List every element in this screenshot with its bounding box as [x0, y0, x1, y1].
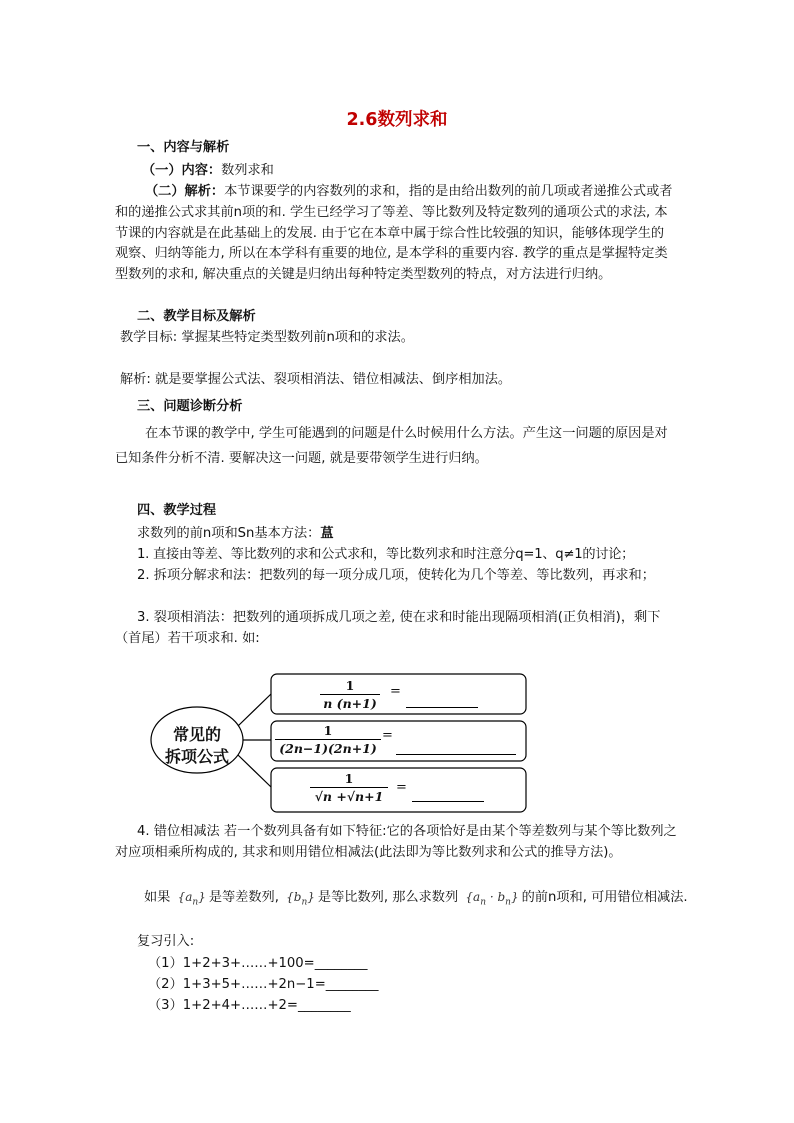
fraction-1-denominator: n (n+1)	[323, 696, 377, 711]
if-word: 如果	[144, 890, 171, 905]
diagram-center-label	[150, 724, 244, 768]
page-title: 2.6数列求和	[346, 110, 448, 130]
sequence-a: $\{a_n\}$	[177, 890, 206, 908]
method-tail: 的前n项和, 可用错位相减法.	[521, 890, 688, 905]
equals-3: =	[396, 780, 407, 795]
review-label: 复习引入:	[137, 934, 195, 949]
misalignment-condition	[144, 887, 688, 912]
method-1: 1. 直接由等差、等比数列的求和公式求和，等比数列求和时注意分q=1、q≠1的讨论；	[137, 547, 635, 562]
section-heading-goals: 二、教学目标及解析	[137, 309, 256, 324]
fraction-1-numerator: 1	[345, 678, 355, 693]
equals-1: =	[390, 684, 401, 699]
method-3: 3. 裂项相消法：把数列的通项拆成几项之差, 使在求和时能出现隔项相消(正负相消)，剩下（首尾）若干项求和. 如:	[115, 610, 661, 646]
content-text: 数列求和	[221, 163, 274, 178]
split-term-diagram	[150, 670, 530, 820]
method-4: 4. 错位相减法 若一个数列具备有如下特征:它的各项恰好是由某个等差数列与某个等比数列之对应项相乘所构成的, 其求和则用错位相减法(此法即为等比数列求和公式的推导方法)。	[115, 824, 677, 860]
analysis-text: 本节课要学的内容数列的求和，指的是由给出数列的前几项或者递推公式或者和的递推公式求其前n项的和. 学生已经学习了等差、等比数列及特定数列的通项公式的求法, 本节课的内容就是在此基础上的发展. 由于它在本章中属于综合性比较强的知识，能够体现学生的观察、归纳等能力, 所以在本学科有重要的地位, 是本学科的重要内容. 教学的重点是掌握特定类型数列的求和, 解决重点的关键是归纳出每种特定类型数列的特点，对方法进行归纳。	[115, 184, 673, 283]
center-line-1: 常见的	[172, 725, 221, 744]
section-heading-process: 四、教学过程	[137, 503, 217, 518]
goal-analysis: 解析: 就是要掌握公式法、裂项相消法、错位相减法、倒序相加法。	[120, 372, 512, 387]
review-item-3: （3）1+2+4+……+2=________	[148, 998, 351, 1013]
blank-3	[412, 801, 484, 802]
fraction-2-denominator: (2n−1)(2n+1)	[279, 741, 377, 756]
review-item-1: （1）1+2+3+……+100=________	[148, 956, 368, 971]
equals-2: =	[382, 728, 393, 743]
center-line-2: 拆项公式	[164, 747, 229, 766]
fraction-2	[275, 723, 381, 756]
analysis-label: （二）解析：	[145, 184, 225, 199]
intro-glyph: 蒀	[320, 526, 334, 541]
geometric-text: 是等比数列, 那么求数列	[317, 890, 459, 905]
section-heading-content: 一、内容与解析	[137, 140, 230, 155]
content-line	[142, 161, 274, 181]
diagnosis-paragraph: 在本节课的教学中, 学生可能遇到的问题是什么时候用什么方法。产生这一问题的原因是对已知条件分析不清. 要解决这一问题, 就是要带领学生进行归纳。	[115, 426, 668, 466]
sequence-b: $\{b_n\}$	[286, 890, 315, 908]
section-heading-diagnosis: 三、问题诊断分析	[137, 399, 243, 414]
fraction-2-numerator: 1	[323, 723, 333, 738]
blank-1	[406, 707, 478, 708]
blank-2	[396, 754, 516, 755]
method-2: 2. 拆项分解求和法：把数列的每一项分成几项，使转化为几个等差、等比数列，再求和；	[137, 568, 655, 583]
content-label: （一）内容：	[142, 163, 222, 178]
teaching-goal: 教学目标: 掌握某些特定类型数列前n项和的求法。	[120, 330, 414, 345]
fraction-3	[310, 771, 388, 804]
fraction-3-numerator: 1	[344, 771, 354, 786]
arithmetic-text: 是等差数列,	[208, 890, 279, 905]
fraction-3-denominator: √n +√n+1	[314, 789, 384, 804]
methods-intro-text: 求数列的前n项和Sn基本方法：	[137, 526, 321, 541]
sequence-product: $\{a_n \cdot b_n\}$	[465, 890, 519, 908]
fraction-1	[320, 678, 380, 711]
methods-intro	[137, 524, 334, 544]
analysis-paragraph	[115, 182, 675, 286]
review-item-2: （2）1+3+5+……+2n−1=________	[148, 977, 379, 992]
